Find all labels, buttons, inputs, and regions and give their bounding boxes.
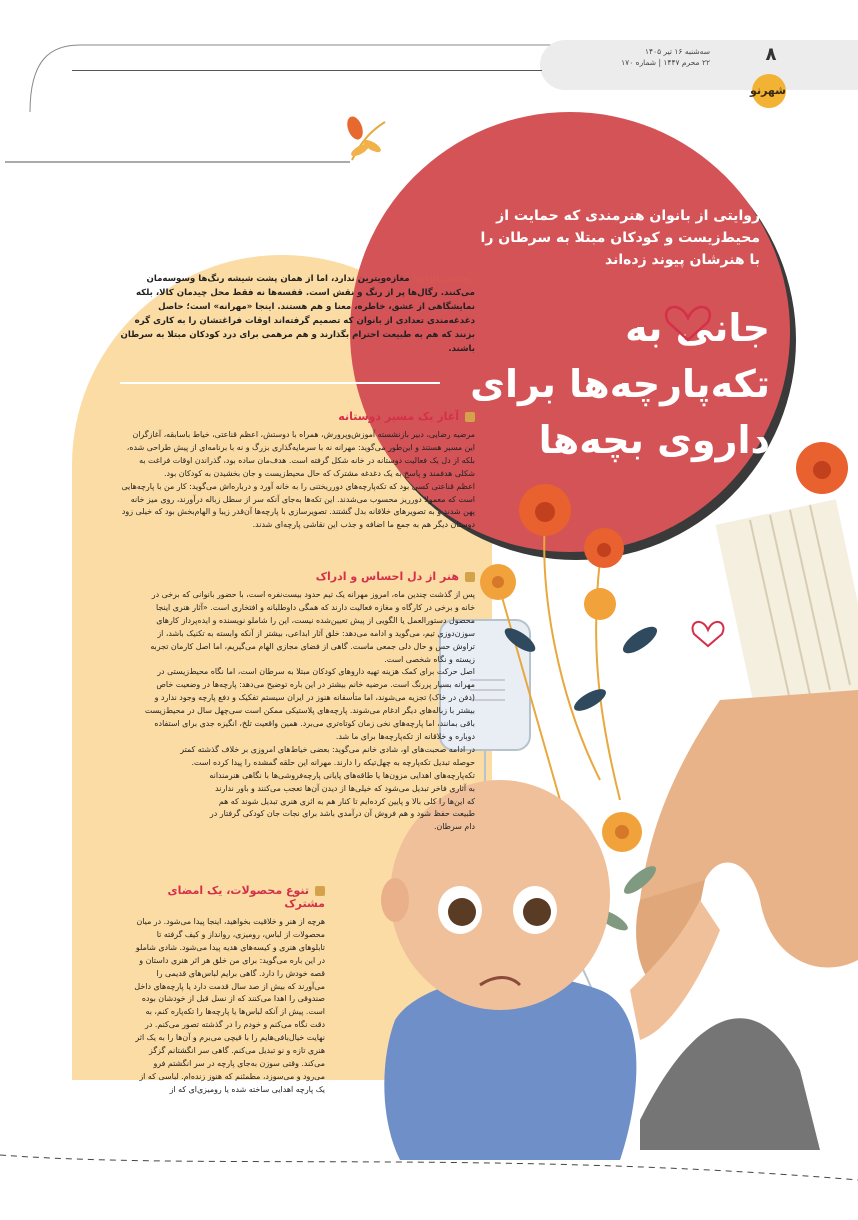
section-paragraph: اصل حرکت برای کمک هزینه تهیه داروهای کودکان مبتلا به سرطان است، اما نگاه محیط‌زیستی در مهرانه بسیار پررنگ است. مرضیه خانم بیشتر در این باره توضیح می‌دهد: پارچه‌ها در وضعیت خاص (دفن در خاک) تجزیه می‌شوند، اما متأسفانه هنوز در ایران سیستم تفکیک و دفع پارچه وجود ندارد و بیشتر با زباله‌های دیگر ادغام می‌شوند. پارچه‌های پلاستیکی ممکن است سی‌چهل سال در محیط‌زیست باقی بمانند، اما پارچه‌های نخی زمان کوتاه‌تری می‌برد. همین واقعیت تلخ، انگیزه جدی برای استفاده دوباره و خلاقانه از تکه‌پارچه‌ها برای ما شد. bbox=[144, 667, 475, 741]
intro-text: مغازه‌ویترین ندارد، اما از همان پشت شیشه رنگ‌ها وسوسه‌مان می‌کنند. رگال‌ها پر از رنگ و نقش است. قفسه‌ها نه فقط محل چیدمان کالا، بلکه نمایشگاهی از عشق، خاطره، معنا و هم هستند. اینجا «مهرانه» است؛ حاصل دغدغه‌مندی تعدادی از بانوان که تصمیم گرفته‌اند اوقات فراغتشان را به کاری گره بزنند که هم به طبیعت احترام بگذارند و هم مرهمی برای درد کودکان مبتلا به سرطان باشند. bbox=[120, 274, 475, 354]
intro-divider bbox=[120, 382, 440, 384]
section-title: تنوع محصولات، یک امضای مشترک bbox=[167, 884, 325, 910]
section-paragraph: پس از گذشت چندین ماه، امروز مهرانه یک تیم حدود بیست‌نفره است، با حضور بانوانی که برخی در خانه و برخی در کارگاه و مغازه فعالیت دارند که همگی داوطلبانه و افتخاری است. «آثار هنری اینجا محصول دستورالعمل یا الگویی از پیش تعیین‌شده نیست، این را شاملو نویسنده و ایده‌پرداز کارهای سوزن‌دوزی تیم، می‌گوید و ادامه می‌دهد: خلق آثار ابداعی، بیشتر از آنکه وابسته به تکنیک باشد، از تراوش حس و حال دلی جمعی ماست. گاهی از فضای مجازی الهام می‌گیریم، اما اصل کارمان تجربه زیسته و نگاه شخصی است. bbox=[150, 590, 475, 664]
date-line-2: ۲۲ محرم ۱۴۴۷ | شماره ۱۷۰ bbox=[621, 58, 710, 67]
section-bullet-icon bbox=[315, 886, 325, 896]
heart-icon bbox=[693, 622, 724, 646]
title-line-3: داروی بچه‌ها bbox=[538, 418, 770, 462]
section-bullet-icon bbox=[465, 412, 475, 422]
section-3 bbox=[130, 884, 325, 1097]
author-name: ریحانه بناازاده| bbox=[412, 274, 475, 284]
section-1 bbox=[120, 410, 475, 532]
section-2 bbox=[135, 570, 475, 834]
article-intro bbox=[120, 272, 475, 356]
section-bullet-icon bbox=[465, 572, 475, 582]
logo-text: شهرنو bbox=[750, 84, 786, 97]
flower-sprig-icon bbox=[344, 114, 385, 160]
article-subtitle: روایتی از بانوان هنرمندی که حمایت از محیط‌زیست و کودکان مبتلا به سرطان را با هنرشان پیوند زده‌اند bbox=[480, 208, 760, 268]
section-title: آغاز یک مسیر دوستانه bbox=[338, 410, 459, 423]
section-paragraph: مرضیه رضایی، دبیر بازنشسته آموزش‌وپرورش، همراه با دوستش، اعظم قناعتی، خیاط باسابقه، آغازگران این مسیر هستند و این‌طور می‌گوید: مهرانه نه با سرمایه‌گذاری بزرگ و نه با برنامه‌ای از پیش طراحی شده، بلکه از دل یک فعالیت دوستانه در خانه شکل گرفته است. هدف‌مان ساده بود، گذراندن اوقات فراغت به شکلی هدفمند و پاسخ به یک دغدغه مشترک که حال محیط‌زیست و جان بخشیدن به کودکان بود. bbox=[126, 430, 475, 478]
heart-icon bbox=[666, 307, 710, 340]
section-paragraph: هرچه از هنر و خلاقیت بخواهید، اینجا پیدا می‌شود. در میان محصولات از لباس، رومیزی، روانداز و کیف گرفته تا تابلوهای هنری و کیسه‌های هدیه پیدا می‌شود. شادی شاملو در این باره می‌گوید: برای من خلق هر اثر هنری داستان و قصه خودش را دارد. گاهی برایم لباس‌های قدیمی را می‌آورند که بیش از صد سال قدمت دارد یا پارچه‌های داخل صندوقی را اهدا می‌کنند که از نسل قبل از خودشان بوده است. پیش از آنکه لباس‌ها یا پارچه‌ها را تکه‌پاره کنم، به دقت نگاه می‌کنم و خودم را در گذشته تصور می‌کنم. در نهایت خیال‌بافی‌هایم را با قیچی می‌برم و آن‌ها را به یک اثر هنری تازه و نو تبدیل می‌کنم. گاهی سر انگشتانم گزگز می‌کند. وقتی سوزن به‌جای پارچه در سر انگشتم فرو می‌رود و می‌سوزد، مطمئنم که هنوز زنده‌ام. لباسی که از یک پارچه اهدایی ساخته شده یا رومیزی‌ای که از bbox=[134, 917, 325, 1094]
section-paragraph: اعظم قناعتی کسی بود که تکه‌پارچه‌های دورریختنی را به خانه آورد و درباره‌اش می‌گوید: کار من با پارچه‌هایی است که معمولا دورریز محسوب می‌شدند. این تکه‌ها به‌جای آنکه سر از سطل زباله درآورند، روی میز خانه پهن شدند و به تصویرهای خلاقانه بدل گشتند. تصویرسازی با پارچه‌ها آن‌قدر زیبا و الهام‌بخش بود که خیلی زود دوستان دیگر هم به جمع ما اضافه و جذب این نقاشی پارچه‌ای شدند. bbox=[121, 481, 475, 530]
title-line-2: تکه‌پارچه‌ها برای bbox=[470, 362, 770, 406]
section-paragraph: تکه‌پارچه‌های اهدایی مزون‌ها یا طاقه‌های پایانی پارچه‌فروشی‌ها با نگاهی هنرمندانه به آثاری فاخر تبدیل می‌شود که خیلی‌ها از دیدن آن‌ها تعجب می‌کنند و باور ندارند که این‌ها را کلی بالا و پایین کرده‌ایم تا کنار هم به اثری هنری تبدیل شوند که هم طبیعت حفظ شود و هم فروش آن درآمدی باشد برای نجات جان کودکی گرفتار در دام سرطان. bbox=[209, 770, 475, 832]
date-line-1: سه‌شنبه ۱۶ تیر ۱۴۰۵ bbox=[645, 47, 710, 56]
title-line-1: جانی به bbox=[625, 306, 770, 350]
page-number: ۸ bbox=[765, 44, 777, 65]
section-title: هنر از دل احساس و ادراک bbox=[315, 570, 459, 583]
section-paragraph: در ادامه صحبت‌های او، شادی خانم می‌گوید: بعضی خیاط‌های امروزی بر خلاف گذشته کمتر حوصله تبدیل تکه‌پارچه به چهل‌تیکه را دارند. مهرانه این حلقه گمشده را پیدا کرده است. bbox=[180, 744, 475, 767]
